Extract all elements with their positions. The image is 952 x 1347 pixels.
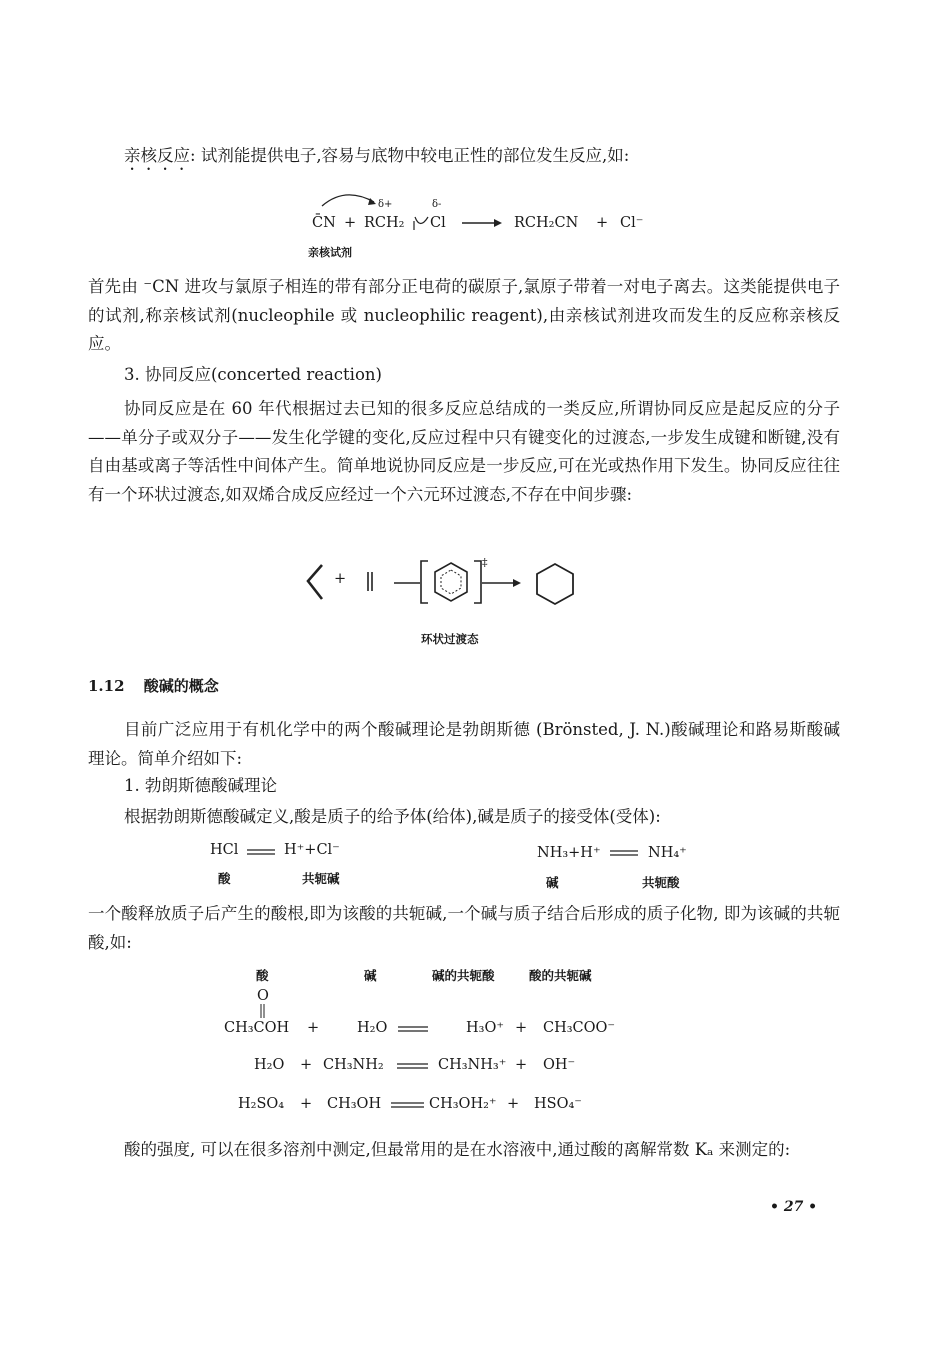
plus-cell: + bbox=[300, 1096, 313, 1112]
diels-alder-drawing bbox=[0, 555, 952, 635]
acid-strength-paragraph: 酸的强度, 可以在很多溶剂中测定,但最常用的是在水溶液中,通过酸的离解常数 Kₐ 来测定的: bbox=[124, 1140, 791, 1159]
label-base: 碱 bbox=[546, 875, 559, 890]
header-conj-acid: 碱的共轭酸 bbox=[432, 968, 495, 983]
plus-cell: + bbox=[307, 1020, 320, 1036]
hcl-products: H⁺+Cl⁻ bbox=[284, 842, 340, 858]
header-base: 碱 bbox=[364, 968, 377, 983]
label-acid: 酸 bbox=[218, 871, 231, 886]
plus-sign-2: + bbox=[596, 215, 609, 231]
transition-caption: 环状过渡态 bbox=[421, 632, 479, 646]
acid-cell: H₂SO₄ bbox=[238, 1096, 285, 1112]
chloride: Cl bbox=[430, 215, 446, 231]
definition-text: 根据勃朗斯德酸碱定义,酸是质子的给予体(给体),碱是质子的接受体(受体): bbox=[124, 807, 661, 826]
conj-base-cell: HSO₄⁻ bbox=[534, 1096, 582, 1112]
subsection-heading: 1. 勃朗斯德酸碱理论 bbox=[124, 776, 277, 795]
acid-cell: CH₃COH bbox=[224, 1020, 290, 1036]
plus-cell: + bbox=[300, 1057, 313, 1073]
conjugate-paragraph: 一个酸释放质子后产生的酸根,即为该酸的共轭碱,一个碱与质子结合后形成的质子化物, 即为该碱的共轭酸,如: bbox=[88, 904, 840, 952]
dagger-mark: ‡ bbox=[482, 556, 488, 569]
equilibrium-arrows bbox=[0, 845, 952, 865]
conj-acid-cell: CH₃OH₂⁺ bbox=[429, 1096, 497, 1112]
nucleophile-paragraph: 首先由 ⁻CN 进攻与氯原子相连的带有部分正电荷的碳原子,氯原子带着一对电子离去。这类能提供电子的试剂,称亲核试剂(nucleophile 或 nucleophilic reagent),由亲核试剂进攻而发生的反应称亲核反应。 bbox=[88, 277, 840, 353]
conj-acid-cell: CH₃NH₃⁺ bbox=[438, 1057, 507, 1073]
nucleophilic-text: 试剂能提供电子,容易与底物中较电正性的部位发生反应,如: bbox=[200, 146, 630, 165]
label-conj-base: 共轭碱 bbox=[302, 871, 340, 886]
delta-plus: δ+ bbox=[378, 199, 393, 210]
rch2: RCH₂ bbox=[364, 215, 405, 231]
plus-cell: + bbox=[507, 1096, 520, 1112]
conj-base-cell: OH⁻ bbox=[543, 1057, 576, 1073]
base-cell: CH₃OH bbox=[327, 1096, 382, 1112]
plus-cell: + bbox=[515, 1020, 528, 1036]
plus-cell: + bbox=[515, 1057, 528, 1073]
section-heading bbox=[88, 675, 219, 696]
base-cell: CH₃NH₂ bbox=[323, 1057, 384, 1073]
chloride-ion: Cl⁻ bbox=[620, 215, 644, 231]
base-cell: H₂O bbox=[357, 1020, 388, 1036]
concerted-paragraph: 协同反应是在 60 年代根据过去已知的很多反应总结成的一类反应,所谓协同反应是起反应的分子——单分子或双分子——发生化学键的变化,反应过程中只有键变化的过渡态,一步发生成键和断键,没有自由基或离子等活性中间体产生。简单地说协同反应是一步反应,可在光或热作用下发生。协同反应往往有一个环状过渡态,如双烯合成反应经过一个六元环过渡态,不存在中间步骤: bbox=[88, 399, 840, 504]
carbonyl-oxygen: O bbox=[257, 988, 269, 1004]
nucleophile-caption: 亲核试剂 bbox=[308, 246, 352, 259]
nucleophilic-line bbox=[124, 142, 629, 174]
conj-base-cell: CH₃COO⁻ bbox=[543, 1020, 616, 1036]
nh4: NH₄⁺ bbox=[648, 845, 687, 861]
cyanide: C̄N bbox=[312, 215, 336, 231]
header-acid: 酸 bbox=[256, 968, 269, 983]
hcl: HCl bbox=[210, 842, 239, 858]
acid-cell: H₂O bbox=[254, 1057, 285, 1073]
nucleophilic-heading: 亲核反应: bbox=[124, 146, 196, 165]
plus-sign-3: + bbox=[334, 571, 347, 587]
delta-minus: δ- bbox=[432, 199, 442, 210]
section-number: 1.12 bbox=[88, 677, 125, 695]
product: RCH₂CN bbox=[514, 215, 579, 231]
concerted-heading: 3. 协同反应(concerted reaction) bbox=[124, 365, 382, 384]
plus-sign: + bbox=[344, 215, 357, 231]
attack-arrows bbox=[0, 190, 952, 250]
section-intro: 目前广泛应用于有机化学中的两个酸碱理论是勃朗斯德 (Brönsted, J. N.)酸碱理论和路易斯酸碱理论。简单介绍如下: bbox=[88, 720, 840, 768]
section-title: 酸碱的概念 bbox=[143, 677, 219, 695]
nh3: NH₃+H⁺ bbox=[537, 845, 601, 861]
label-conj-acid: 共轭酸 bbox=[642, 875, 680, 890]
conj-acid-cell: H₃O⁺ bbox=[466, 1020, 504, 1036]
header-conj-base: 酸的共轭碱 bbox=[529, 968, 592, 983]
page-number: • 27 • bbox=[770, 1199, 818, 1215]
